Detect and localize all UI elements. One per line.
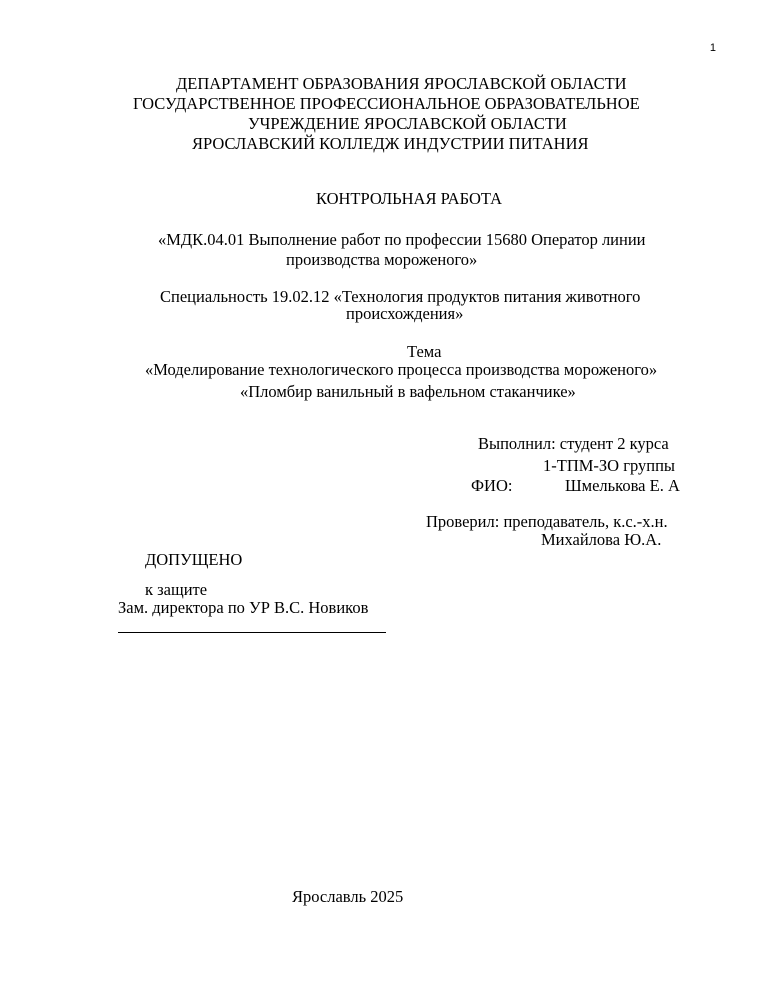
checked-by: Проверил: преподаватель, к.с.-х.н. xyxy=(426,512,668,531)
header-line-1: ДЕПАРТАМЕНТ ОБРАЗОВАНИЯ ЯРОСЛАВСКОЙ ОБЛАСТИ xyxy=(176,74,627,93)
mdk-line-1: «МДК.04.01 Выполнение работ по профессии 15680 Оператор линии xyxy=(158,230,646,249)
header-line-4: ЯРОСЛАВСКИЙ КОЛЛЕДЖ ИНДУСТРИИ ПИТАНИЯ xyxy=(192,134,589,153)
approval-status: ДОПУЩЕНО xyxy=(145,550,243,569)
topic-line-1: «Моделирование технологического процесса производства мороженого» xyxy=(145,360,658,379)
page-number: 1 xyxy=(709,42,716,54)
topic-line-2: «Пломбир ванильный в вафельном стаканчике» xyxy=(240,382,576,401)
fio-label: ФИО: xyxy=(471,476,513,495)
approval-purpose: к защите xyxy=(145,580,208,599)
header-line-3: УЧРЕЖДЕНИЕ ЯРОСЛАВСКОЙ ОБЛАСТИ xyxy=(248,114,567,133)
topic-label: Тема xyxy=(407,342,442,361)
student-group: 1-ТПМ-ЗО группы xyxy=(543,456,676,475)
header-line-2: ГОСУДАРСТВЕННОЕ ПРОФЕССИОНАЛЬНОЕ ОБРАЗОВАТЕЛЬНОЕ xyxy=(133,94,640,113)
fio-value: Шмелькова Е. А xyxy=(565,476,680,495)
document-title: КОНТРОЛЬНАЯ РАБОТА xyxy=(316,189,503,208)
specialty-line-2: происхождения» xyxy=(346,304,464,323)
city-year: Ярославль 2025 xyxy=(292,887,404,906)
specialty-line-1: Специальность 19.02.12 «Технология продуктов питания животного xyxy=(160,287,641,306)
approver: Зам. директора по УР В.С. Новиков xyxy=(118,598,369,617)
performed-by: Выполнил: студент 2 курса xyxy=(478,434,669,453)
signature-line xyxy=(118,632,386,633)
mdk-line-2: производства мороженого» xyxy=(286,250,478,269)
checker-name: Михайлова Ю.А. xyxy=(541,530,662,549)
